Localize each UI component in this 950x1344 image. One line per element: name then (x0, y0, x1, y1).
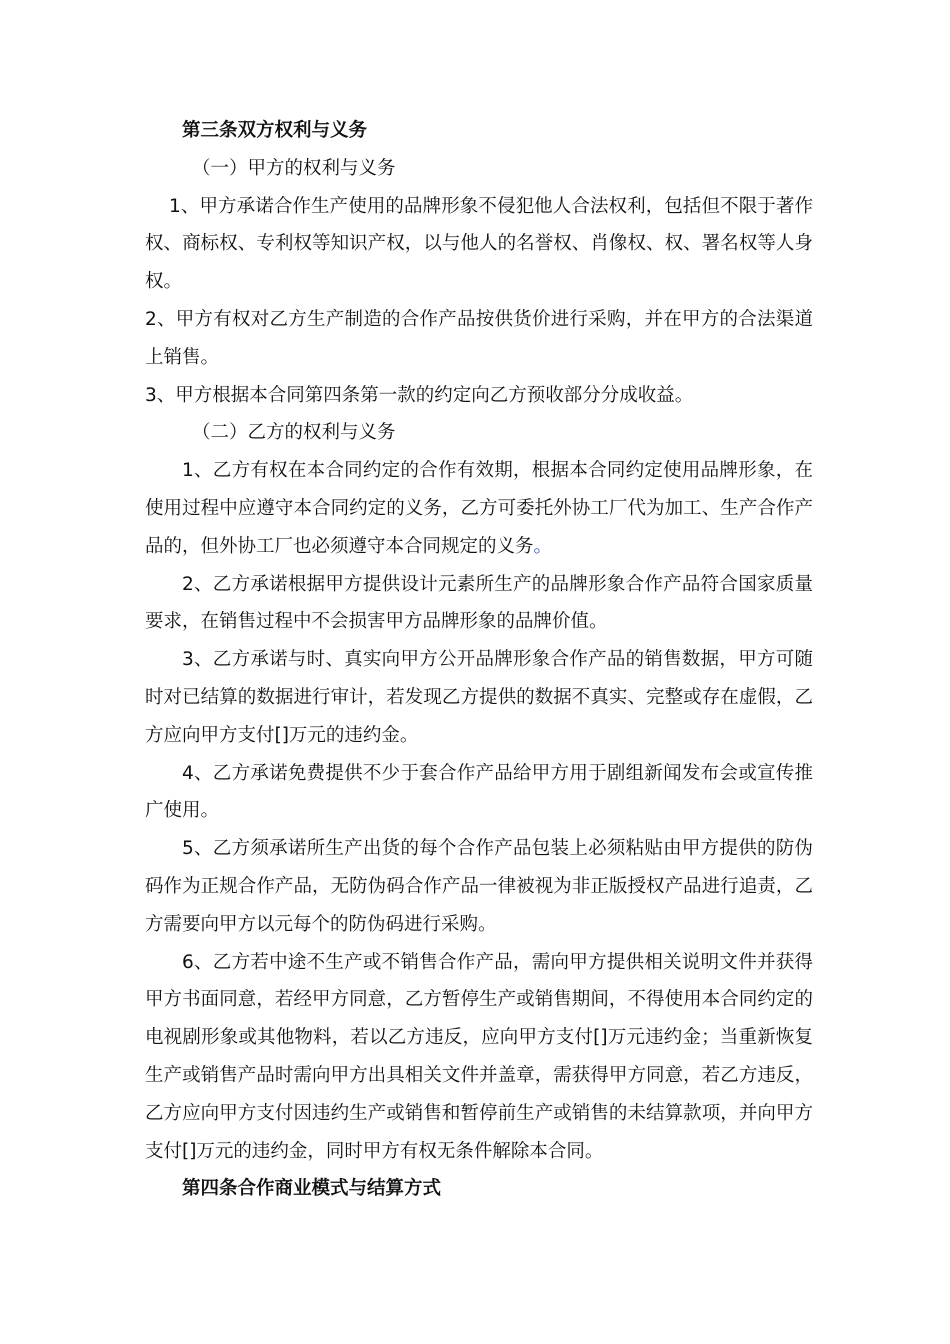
party-b-clause-4: 4、乙方承诺免费提供不少于套合作产品给甲方用于剧组新闻发布会或宣传推广使用。 (145, 762, 813, 822)
party-a-clause-3: 3、甲方根据本合同第四条第一款的约定向乙方预收部分分成收益。 (145, 384, 694, 406)
article-4-title: 第四条合作商业模式与结算方式 (182, 1178, 442, 1200)
party-b-clause-1-text: 1、乙方有权在本合同约定的合作有效期，根据本合同约定使用品牌形象，在使用过程中应遵守本合同约定的义务，乙方可委托外协工厂代为加工、生产合作产品的，但外协工厂也必须遵守本合同规定的义务 (145, 460, 813, 557)
party-a-clause-1: 1、甲方承诺合作生产使用的品牌形象不侵犯他人合法权利，包括但不限于著作权、商标权、专利权等知识产权，以与他人的名誉权、肖像权、权、署名权等人身权。 (145, 195, 813, 293)
party-b-clause-1-period: 。 (533, 535, 553, 557)
party-a-clause-2: 2、甲方有权对乙方生产制造的合作产品按供货价进行采购，并在甲方的合法渠道上销售。 (145, 308, 813, 368)
article-3-title: 第三条双方权利与义务 (182, 120, 368, 141)
document-body (145, 112, 813, 1208)
party-b-clause-1 (145, 452, 813, 565)
party-b-heading: （二）乙方的权利与义务 (192, 422, 396, 444)
party-b-clause-3: 3、乙方承诺与时、真实向甲方公开品牌形象合作产品的销售数据，甲方可随时对已结算的数据进行审计，若发现乙方提供的数据不真实、完整或存在虚假，乙方应向甲方支付[]万元的违约金。 (145, 649, 813, 746)
party-b-clause-6: 6、乙方若中途不生产或不销售合作产品，需向甲方提供相关说明文件并获得甲方书面同意，若经甲方同意，乙方暂停生产或销售期间，不得使用本合同约定的电视剧形象或其他物料，若以乙方违反，应向甲方支付[]万元违约金；当重新恢复生产或销售产品时需向甲方出具相关文件并盖章，需获得甲方同意，若乙方违反，乙方应向甲方支付因违约生产或销售和暂停前生产或销售的未结算款项，并向甲方支付[]万元的违约金，同时甲方有权无条件解除本合同。 (145, 951, 813, 1162)
party-b-clause-2: 2、乙方承诺根据甲方提供设计元素所生产的品牌形象合作产品符合国家质量要求，在销售过程中不会损害甲方品牌形象的品牌价值。 (145, 573, 813, 633)
party-b-clause-5: 5、乙方须承诺所生产出货的每个合作产品包装上必须粘贴由甲方提供的防伪码作为正规合作产品，无防伪码合作产品一律被视为非正版授权产品进行追责，乙方需要向甲方以元每个的防伪码进行采购。 (145, 838, 813, 935)
party-a-heading: （一）甲方的权利与义务 (192, 157, 396, 179)
